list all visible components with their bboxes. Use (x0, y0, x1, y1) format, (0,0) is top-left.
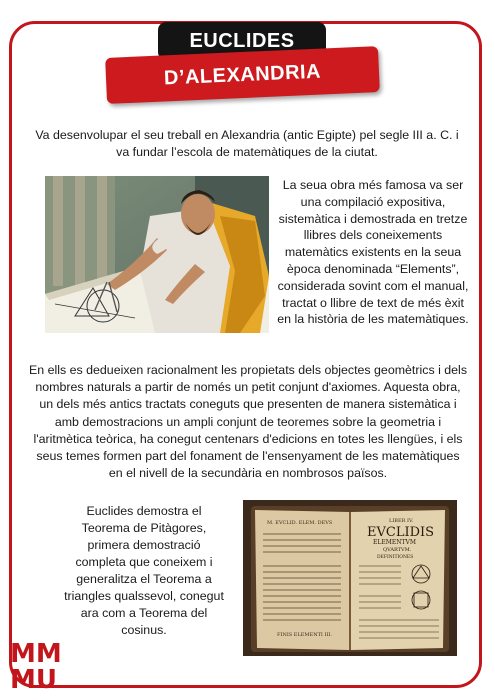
book-left-footer: FINIS ELEMENTI III. (277, 632, 332, 638)
book-right-sub2: QVARTVM. (383, 547, 412, 553)
book-right-subtitle: ELEMENTVM (373, 539, 416, 546)
title-line1: EUCLIDES (189, 29, 295, 52)
book-right-section: DEFINITIONES (377, 555, 414, 560)
mmu-logo (8, 636, 106, 690)
logo-shape (8, 636, 106, 690)
pythagoras-paragraph: Euclides demostra el Teorema de Pitàgores, primera demostració completa que coneixem i generalitza el Teorema a triangles qualssevol, conegut ara com a Teorema del cosinus. (64, 504, 224, 637)
book-left-header: M. EVCLID. ELEM. DEVS (267, 520, 333, 526)
euclid-painting-image (45, 176, 269, 333)
body-paragraph: En ells es dedueixen racionalment les propietats dels objectes geomètrics i dels nombres naturals a partir de només un petit conjunt d'axiomes. Aquesta obra, un dels més antics tractats coneguts que presenten de manera sistemàtica i amb demostracions un ampli conjunt de teoremes sobre la geometria i l'aritmètica teòrica, ha conegut centenars d'edicions en totes les llengües, i els seus temes formen part del fonament de l'ensenyament de les matemàtiques en el nivell de la secundària en nombrosos països. (28, 363, 468, 481)
elements-paragraph: La seua obra més famosa va ser una compilació expositiva, sistemàtica i demostrada en tretze llibres dels coneixements matemàtics existents en la seua època denominada “Elements”, considerada sovint com el manual, tractat o llibre de text de més èxit en la història de les matemàtiques. (277, 178, 469, 327)
title-line2: D’ALEXANDRIA (163, 60, 322, 89)
book-right-title: EVCLIDIS (367, 525, 435, 540)
logo-letters-top: MM (10, 639, 62, 669)
book-right-top: LIBER IV. (389, 518, 414, 524)
intro-paragraph: Va desenvolupar el seu treball en Alexandria (antic Egipte) pel segle III a. C. i va fundar l’escola de matemàtiques de la ciutat. (35, 128, 459, 159)
elements-book-image (243, 500, 457, 656)
logo-letters-bottom: MU (10, 665, 57, 690)
